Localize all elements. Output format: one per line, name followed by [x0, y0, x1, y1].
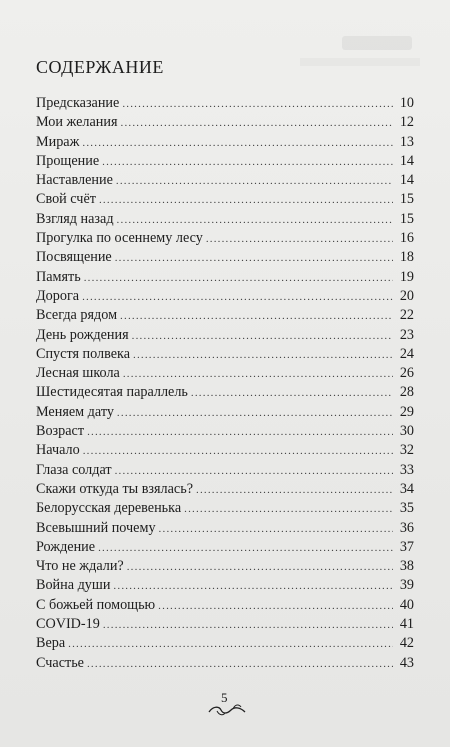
dot-leader — [117, 404, 393, 423]
toc-entry — [36, 422, 414, 441]
toc-entry-title: Прощение — [36, 152, 100, 169]
toc-entry-page: 37 — [399, 538, 414, 555]
toc-entry-page: 32 — [399, 442, 414, 459]
page-title: СОДЕРЖАНИЕ — [36, 57, 164, 77]
toc-entry — [36, 306, 414, 325]
toc-entry-title: Лесная школа — [36, 365, 120, 382]
toc-entry-page: 26 — [399, 365, 414, 382]
toc-entry-page: 41 — [399, 616, 414, 633]
toc-entry-page: 24 — [399, 345, 414, 362]
toc-entry-title: Начало — [36, 442, 80, 459]
toc-entry — [36, 364, 414, 383]
toc-entry — [36, 403, 414, 422]
toc-entry-title: Скажи откуда ты взялась? — [36, 480, 193, 497]
toc-entry-page: 29 — [399, 403, 414, 420]
toc-entry-page: 20 — [399, 287, 414, 304]
toc-entry — [36, 461, 414, 480]
toc-entry — [36, 287, 414, 306]
toc-entry-title: С божьей помощью — [36, 596, 156, 613]
dot-leader — [87, 655, 393, 674]
toc-entry-title: Возраст — [36, 423, 85, 440]
dot-leader — [206, 230, 393, 249]
toc-entry-title: Белорусская деревенька — [36, 500, 182, 517]
toc-entry-title: Вера — [36, 635, 66, 652]
table-of-contents — [36, 94, 414, 673]
toc-entry-page: 42 — [399, 635, 414, 652]
toc-entry-title: Дорога — [36, 287, 80, 304]
toc-entry-title: Взгляд назад — [36, 210, 114, 227]
toc-entry-title: Свой счёт — [36, 191, 96, 208]
toc-entry — [36, 634, 414, 653]
toc-entry-page: 28 — [399, 384, 414, 401]
dot-leader — [117, 211, 393, 230]
toc-entry-title: Глаза солдат — [36, 461, 112, 478]
toc-entry-page: 10 — [399, 95, 414, 111]
dot-leader — [115, 249, 393, 268]
toc-entry-title: Меняем дату — [36, 403, 114, 420]
dot-leader — [82, 134, 393, 153]
dot-leader — [122, 95, 393, 114]
toc-entry — [36, 326, 414, 345]
toc-entry-page: 14 — [399, 172, 414, 189]
dot-leader — [84, 269, 393, 288]
dot-leader — [127, 558, 393, 577]
page-number: 5 — [221, 690, 228, 705]
toc-entry-page: 12 — [399, 114, 414, 131]
toc-entry — [36, 113, 414, 132]
toc-entry — [36, 210, 414, 229]
dot-leader — [68, 635, 393, 654]
dot-leader — [121, 114, 394, 133]
toc-entry-page: 22 — [399, 307, 414, 324]
flourish-ornament-icon — [205, 700, 249, 718]
toc-entry-page: 15 — [399, 191, 414, 208]
toc-entry — [36, 345, 414, 364]
toc-entry-page: 39 — [399, 577, 414, 594]
toc-entry — [36, 596, 414, 615]
dot-leader — [159, 520, 393, 539]
toc-entry — [36, 248, 414, 267]
dot-leader — [120, 307, 393, 326]
toc-entry — [36, 229, 414, 248]
toc-entry-page: 36 — [399, 519, 414, 536]
toc-entry — [36, 268, 414, 287]
toc-entry-page: 15 — [399, 210, 414, 227]
toc-entry-page: 14 — [399, 152, 414, 169]
toc-entry-title: Посвящение — [36, 249, 112, 266]
bleed-through-mark — [300, 58, 420, 66]
toc-entry-page: 43 — [399, 654, 414, 671]
toc-entry — [36, 615, 414, 634]
dot-leader — [184, 500, 393, 519]
dot-leader — [113, 577, 393, 596]
toc-entry — [36, 190, 414, 209]
toc-entry-title: Рождение — [36, 538, 96, 555]
toc-entry-page: 35 — [399, 500, 414, 517]
toc-entry-title: Спустя полвека — [36, 345, 130, 362]
toc-entry — [36, 383, 414, 402]
toc-entry-page: 40 — [399, 596, 414, 613]
toc-entry-title: Мои желания — [36, 114, 118, 131]
dot-leader — [87, 423, 393, 442]
toc-entry-page: 38 — [399, 558, 414, 575]
dot-leader — [103, 616, 393, 635]
toc-entry-title: Память — [36, 268, 81, 285]
dot-leader — [98, 539, 393, 558]
dot-leader — [102, 153, 393, 172]
dot-leader — [115, 462, 393, 481]
toc-entry — [36, 538, 414, 557]
toc-entry-page: 30 — [399, 423, 414, 440]
toc-entry-title: Прогулка по осеннему лесу — [36, 230, 203, 247]
toc-entry-page: 19 — [399, 268, 414, 285]
dot-leader — [123, 365, 393, 384]
toc-entry — [36, 133, 414, 152]
toc-entry — [36, 441, 414, 460]
dot-leader — [196, 481, 393, 500]
toc-entry — [36, 519, 414, 538]
toc-entry-page: 34 — [399, 480, 414, 497]
toc-entry-title: Наставление — [36, 172, 113, 189]
toc-entry — [36, 480, 414, 499]
dot-leader — [116, 172, 393, 191]
toc-entry-title: COVID-19 — [36, 616, 100, 633]
toc-entry — [36, 94, 414, 113]
toc-entry — [36, 152, 414, 171]
toc-entry-page: 18 — [399, 249, 414, 266]
toc-entry-page: 13 — [399, 133, 414, 150]
dot-leader — [82, 288, 393, 307]
toc-entry-title: День рождения — [36, 326, 129, 343]
dot-leader — [191, 384, 393, 403]
toc-entry-page: 16 — [399, 230, 414, 247]
toc-entry-title: Мираж — [36, 133, 80, 150]
toc-entry-title: Счастье — [36, 654, 84, 671]
dot-leader — [83, 442, 393, 461]
toc-entry-title: Что не ждали? — [36, 558, 124, 575]
toc-entry-title: Шестидесятая параллель — [36, 384, 188, 401]
toc-entry — [36, 654, 414, 673]
toc-entry — [36, 576, 414, 595]
dot-leader — [132, 327, 393, 346]
bleed-through-mark — [342, 36, 412, 50]
toc-entry-title: Предсказание — [36, 95, 120, 111]
toc-entry-title: Всевышний почему — [36, 519, 156, 536]
toc-entry — [36, 557, 414, 576]
toc-entry-title: Всегда рядом — [36, 307, 118, 324]
dot-leader — [133, 346, 393, 365]
toc-entry — [36, 171, 414, 190]
toc-entry-page: 23 — [399, 326, 414, 343]
toc-entry — [36, 499, 414, 518]
dot-leader — [158, 597, 393, 616]
dot-leader — [99, 191, 393, 210]
toc-entry-page: 33 — [399, 461, 414, 478]
toc-entry-title: Война души — [36, 577, 111, 594]
